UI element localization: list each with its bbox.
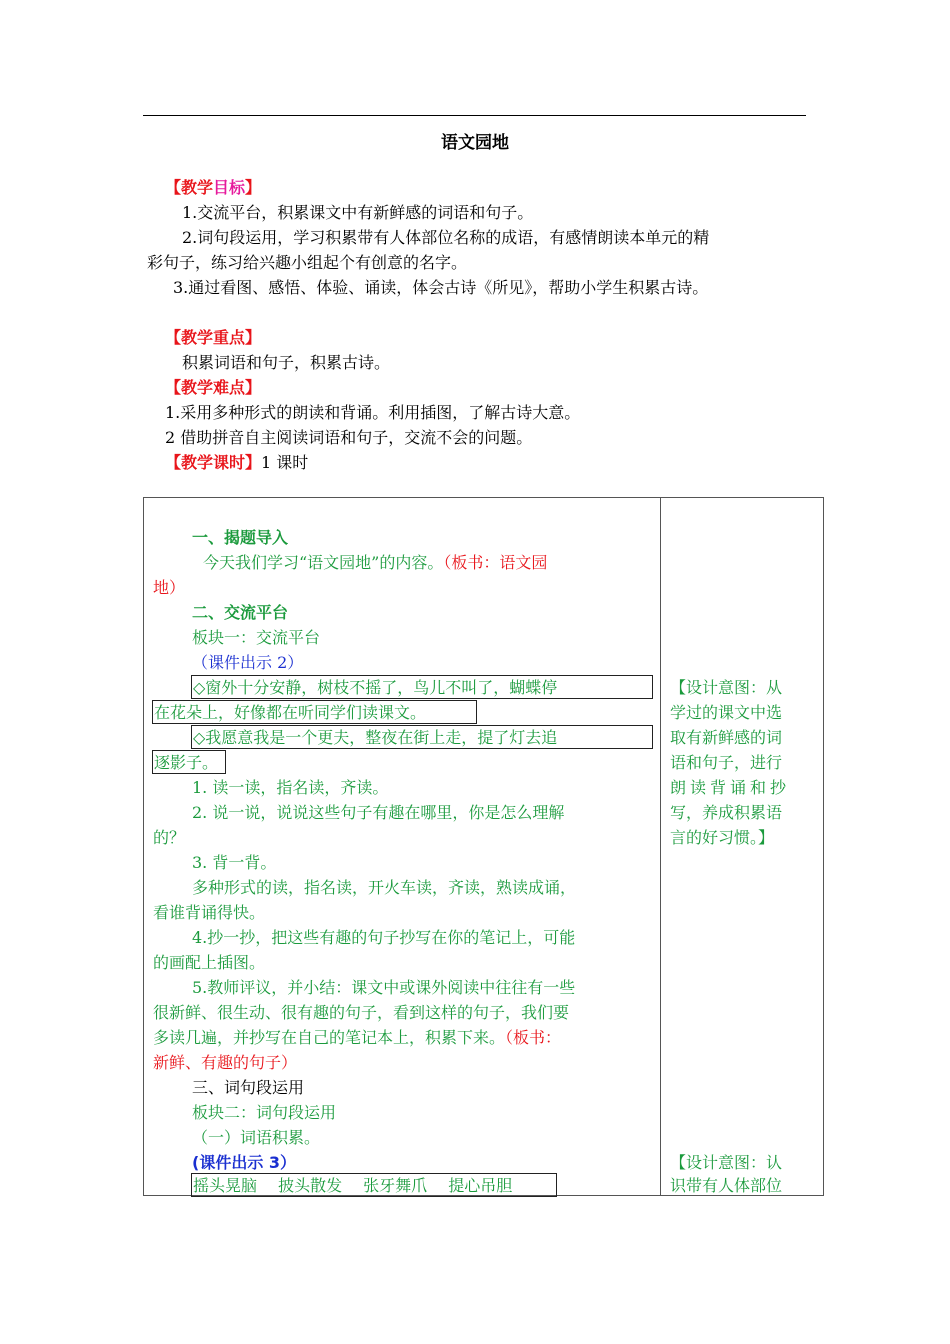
step-text: 1. 读一读，指名读，齐读。: [192, 778, 389, 797]
design-note: 朗读背诵和抄: [670, 778, 791, 797]
step-text: 4.抄一抄，把这些有趣的句子抄写在你的笔记上，可能: [192, 928, 576, 947]
quote-text: 在花朵上，好像都在听同学们读课文。: [154, 703, 427, 722]
difficulty-item: 1.采用多种形式的朗读和背诵。利用插图，了解古诗大意。: [165, 403, 581, 422]
design-note: 写，养成积累语: [670, 803, 783, 822]
objective-item: 3.通过看图、感悟、体验、诵读，体会古诗《所见》，帮助小学生积累古诗。: [173, 278, 709, 297]
key-points-text: 积累词语和句子，积累古诗。: [182, 353, 391, 372]
difficulties-heading: 【教学难点】: [165, 378, 262, 397]
step-text: 多种形式的读，指名读，开火车读，齐读，熟读成诵，: [192, 878, 577, 897]
block-title: 板块二：词句段运用: [192, 1103, 337, 1122]
sub-heading: （一）词语积累。: [192, 1128, 321, 1147]
quote-text: ◇我愿意我是一个更夫，整夜在街上走，提了灯去追: [193, 728, 558, 747]
block-title: 板块一：交流平台: [192, 628, 321, 647]
design-note: 学过的课文中选: [670, 703, 783, 722]
difficulty-item: 2 借助拼音自主阅读词语和句子，交流不会的问题。: [165, 428, 533, 447]
step-text: 多读几遍，并抄写在自己的笔记本上，积累下来。（板书：: [153, 1028, 562, 1047]
courseware-label: （课件出示 2）: [192, 653, 304, 672]
step-text: 5.教师评议，并小结：课文中或课外阅读中往往有一些: [192, 978, 576, 997]
intro-text-cont: 地）: [153, 578, 186, 597]
design-note: 言的好习惯。】: [670, 828, 775, 847]
objectives-heading: 【教学目标】: [165, 178, 262, 197]
table-column-divider: [660, 497, 661, 1196]
step-text: 的？: [153, 828, 186, 847]
objective-item: 2.词句段运用，学习积累带有人体部位名称的成语，有感情朗读本单元的精: [182, 228, 710, 247]
design-note: 识带有人体部位: [670, 1176, 783, 1195]
objective-item: 彩句子，练习给兴趣小组起个有创意的名字。: [147, 253, 468, 272]
quote-text: ◇窗外十分安静，树枝不摇了，鸟儿不叫了，蝴蝶停: [193, 678, 558, 697]
section-heading: 二、交流平台: [192, 603, 289, 622]
design-note: 取有新鲜感的词: [670, 728, 783, 747]
step-text: 新鲜、有趣的句子）: [153, 1053, 298, 1072]
intro-text: 今天我们学习“语文园地”的内容。（板书：语文园: [203, 553, 548, 572]
design-note: 语和句子，进行: [670, 753, 783, 772]
design-note: 【设计意图：从: [670, 678, 783, 697]
step-text: 3. 背一背。: [192, 853, 277, 872]
page-title: 语文园地: [441, 133, 509, 153]
design-note: 【设计意图：认: [670, 1153, 783, 1172]
courseware-label: (课件出示 3）: [192, 1153, 297, 1172]
hours-line: 【教学课时】1 课时: [165, 453, 309, 472]
step-text: 2. 说一说，说说这些句子有趣在哪里，你是怎么理解: [192, 803, 565, 822]
step-text: 看谁背诵得快。: [153, 903, 266, 922]
header-rule: [143, 115, 806, 116]
step-text: 的画配上插图。: [153, 953, 266, 972]
section-heading: 三、词句段运用: [192, 1078, 305, 1097]
objective-item: 1.交流平台，积累课文中有新鲜感的词语和句子。: [182, 203, 534, 222]
word-list: 摇头晃脑 披头散发 张牙舞爪 提心吊胆: [193, 1176, 513, 1195]
step-text: 很新鲜、很生动、很有趣的句子，看到这样的句子，我们要: [153, 1003, 570, 1022]
section-heading: 一、揭题导入: [192, 528, 289, 547]
quote-text: 逐影子。: [154, 753, 219, 772]
key-points-heading: 【教学重点】: [165, 328, 262, 347]
